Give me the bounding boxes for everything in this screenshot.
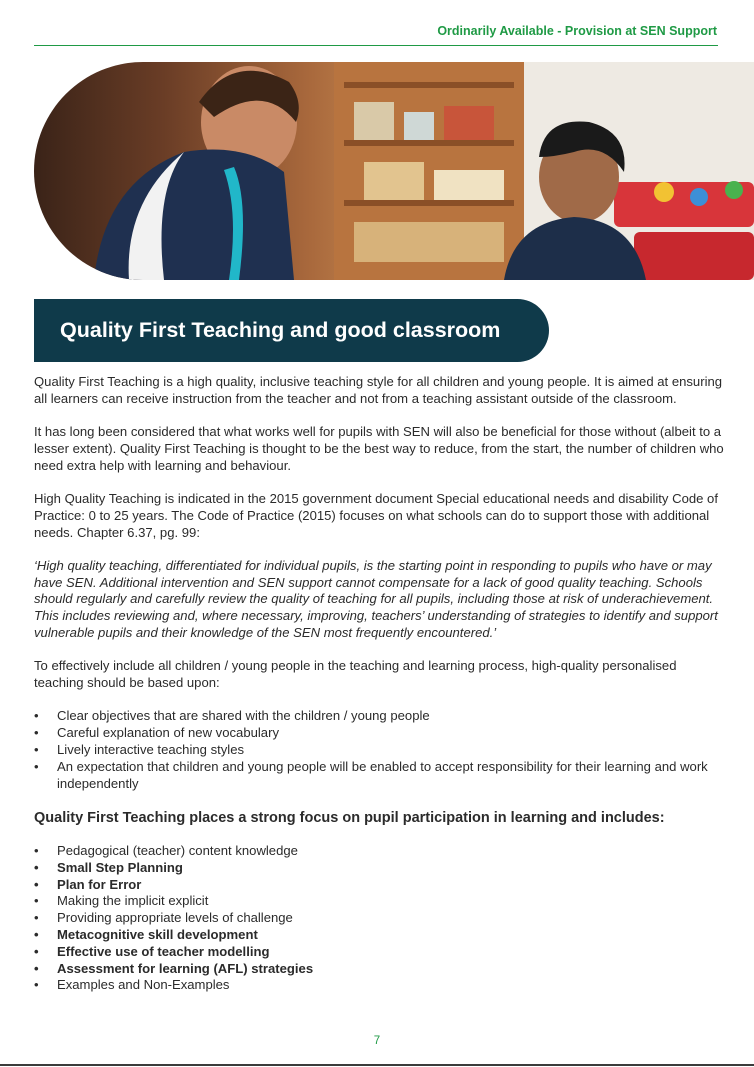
list-item: • Examples and Non-Examples xyxy=(34,977,724,994)
paragraph-lead-in: To effectively include all children / young people in the teaching and learning process, high-quality personalised teaching should be based upon: xyxy=(34,658,677,691)
page-bottom-edge xyxy=(0,1064,754,1066)
list-item: • Assessment for learning (AFL) strategies xyxy=(34,961,724,978)
list-item: • Clear objectives that are shared with the children / young people xyxy=(34,708,724,725)
bullet-list-pupil-participation xyxy=(34,843,724,994)
bullet-list-personalised-teaching xyxy=(34,708,724,792)
list-item: • Metacognitive skill development xyxy=(34,927,724,944)
list-item: • Pedagogical (teacher) content knowledge xyxy=(34,843,724,860)
list-item: • Lively interactive teaching styles xyxy=(34,742,724,759)
list-item: • Making the implicit explicit xyxy=(34,893,724,910)
page-number: 7 xyxy=(373,1035,381,1047)
list-item: • Small Step Planning xyxy=(34,860,724,877)
teacher-and-pupil-photo-icon xyxy=(34,62,754,280)
list-item: • Careful explanation of new vocabulary xyxy=(34,725,724,742)
hero-photo xyxy=(34,62,754,280)
body-content xyxy=(34,374,724,1011)
list-item: • Plan for Error xyxy=(34,877,724,894)
list-item: • Effective use of teacher modelling xyxy=(34,944,724,961)
section-title-banner xyxy=(34,299,549,362)
paragraph-sen: It has long been considered that what works well for pupils with SEN will also be beneficial for those without (albeit to a lesser extent). Quality First Teaching is thought to be the best way to reduce, from the start, the number of children who need extra help with learning and behaviour. xyxy=(34,424,724,473)
list-item: • An expectation that children and young people will be enabled to accept responsibility for their learning and work independently xyxy=(34,759,724,793)
paragraph-code-of-practice: High Quality Teaching is indicated in the 2015 government document Special educational needs and disability Code of Practice: 0 to 25 years. The Code of Practice (2015) focuses on what schools can do to support those with additional needs. Chapter 6.37, pg. 99: xyxy=(34,490,718,540)
list-item: • Providing appropriate levels of challenge xyxy=(34,910,724,927)
paragraph-intro: Quality First Teaching is a high quality, inclusive teaching style for all children and young people. It is aimed at ensuring all learners can receive instruction from the teacher and not from a teaching assistant outside of the classroom. xyxy=(34,374,723,406)
header-divider xyxy=(34,45,718,46)
section-title: Quality First Teaching and good classroom xyxy=(60,318,501,342)
paragraph-quote: ‘High quality teaching, differentiated for individual pupils, is the starting point in responding to pupils who have or may have SEN. Additional intervention and SEN support cannot compensate for a lack of good quality teaching. Schools should regularly and carefully review the quality of teaching for all pupils, including those at risk of underachievement. This includes reviewing and, where necessary, improving, teachers’ understanding of strategies to identify and support vulnerable pupils and their knowledge of the SEN most frequently encountered.’ xyxy=(34,557,718,641)
running-header: Ordinarily Available - Provision at SEN Support xyxy=(437,24,717,38)
subheading: Quality First Teaching places a strong focus on pupil participation in learning and includes: xyxy=(34,809,665,826)
